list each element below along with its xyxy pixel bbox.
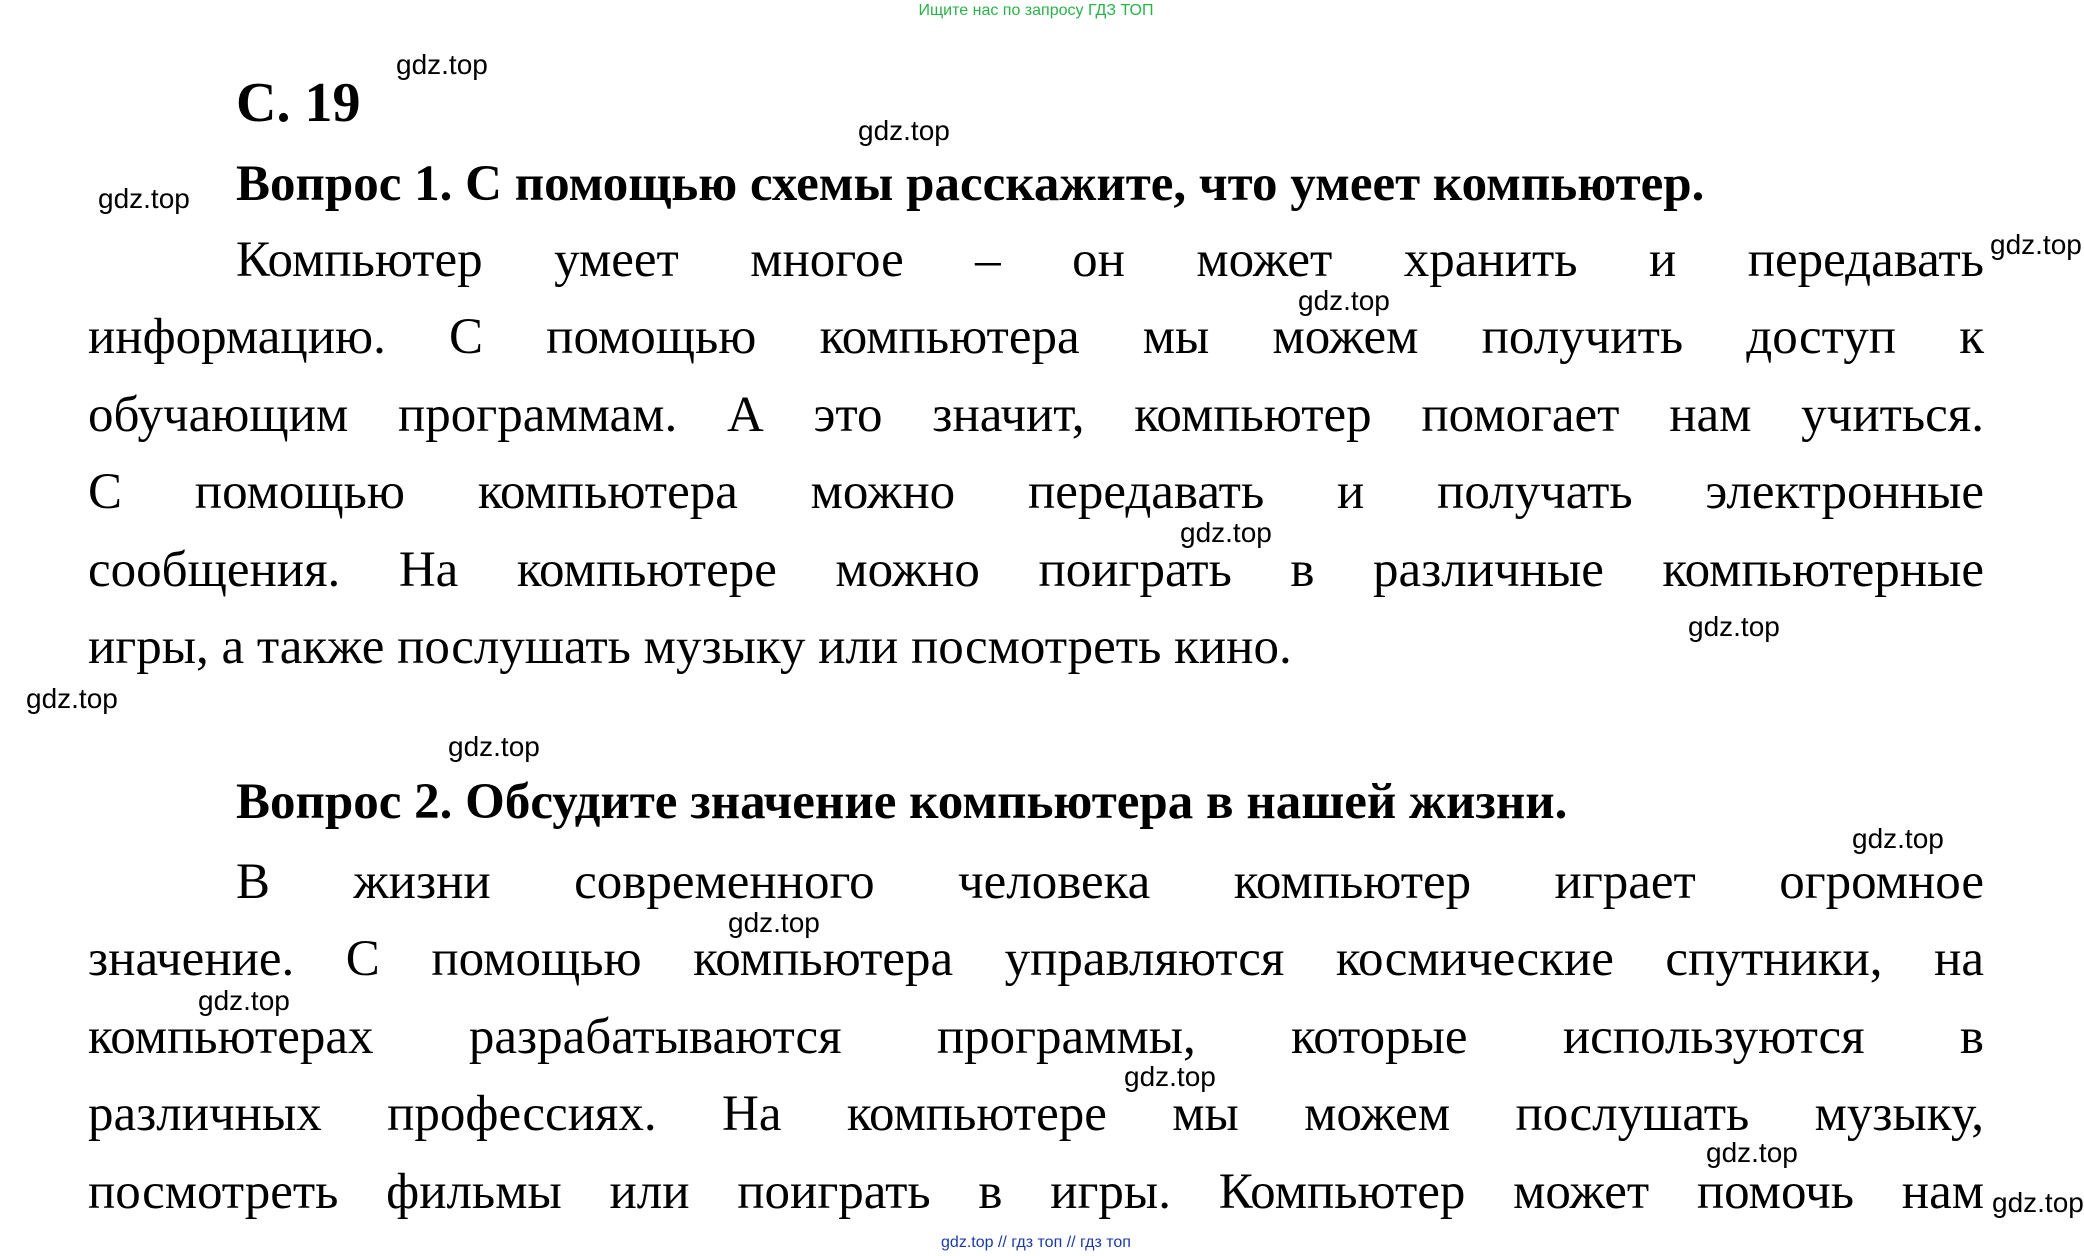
answer-1-line: сообщения. На компьютере можно поиграть в различные компьютерные xyxy=(88,541,1984,598)
question-2-title: Вопрос 2. Обсудите значение компьютера в нашей жизни. xyxy=(236,774,1568,830)
watermark: gdz.top xyxy=(1852,823,1944,854)
answer-2-line: различных профессиях. На компьютере мы можем послушать музыку, xyxy=(88,1086,1984,1143)
watermark: gdz.top xyxy=(396,49,488,80)
watermark: gdz.top xyxy=(98,183,190,214)
answer-2-line: компьютерах разрабатываются программы, которые используются в xyxy=(88,1008,1984,1065)
watermark: gdz.top xyxy=(1298,285,1390,316)
watermark: gdz.top xyxy=(1706,1137,1798,1168)
search-banner: Ищите нас по запросу ГДЗ ТОП xyxy=(918,2,1154,19)
watermark: gdz.top xyxy=(26,683,118,714)
watermark: gdz.top xyxy=(858,115,950,146)
answer-1-line: информацию. С помощью компьютера мы можем получить доступ к xyxy=(88,309,1984,366)
watermark: gdz.top xyxy=(1992,1187,2084,1218)
answer-2 xyxy=(88,844,1984,1231)
answer-1-line: Компьютер умеет многое – он может хранить и передавать xyxy=(236,232,1984,288)
watermark: gdz.top xyxy=(198,985,290,1016)
watermark: gdz.top xyxy=(1688,611,1780,642)
watermark: gdz.top xyxy=(1990,229,2082,260)
watermark: gdz.top xyxy=(1180,517,1272,548)
answer-1-line: С помощью компьютера можно передавать и получать электронные xyxy=(88,464,1984,521)
watermark: gdz.top xyxy=(1124,1061,1216,1092)
answer-2-line: значение. С помощью компьютера управляются космические спутники, на xyxy=(88,931,1984,988)
question-1-title: Вопрос 1. С помощью схемы расскажите, что умеет компьютер. xyxy=(236,156,1705,212)
answer-2-line: В жизни современного человека компьютер играет огромное xyxy=(236,854,1984,910)
answer-1-line: игры, а также послушать музыку или посмотреть кино. xyxy=(88,618,1292,675)
watermark: gdz.top xyxy=(448,731,540,762)
answer-2-line: посмотреть фильмы или поиграть в игры. Компьютер может помочь нам xyxy=(88,1163,1984,1220)
watermark: gdz.top xyxy=(728,907,820,938)
page-number: С. 19 xyxy=(236,72,361,134)
answer-1-line: обучающим программам. А это значит, компьютер помогает нам учиться. xyxy=(88,386,1984,443)
footer-watermark: gdz.top // гдз топ // гдз топ xyxy=(941,1234,1131,1251)
